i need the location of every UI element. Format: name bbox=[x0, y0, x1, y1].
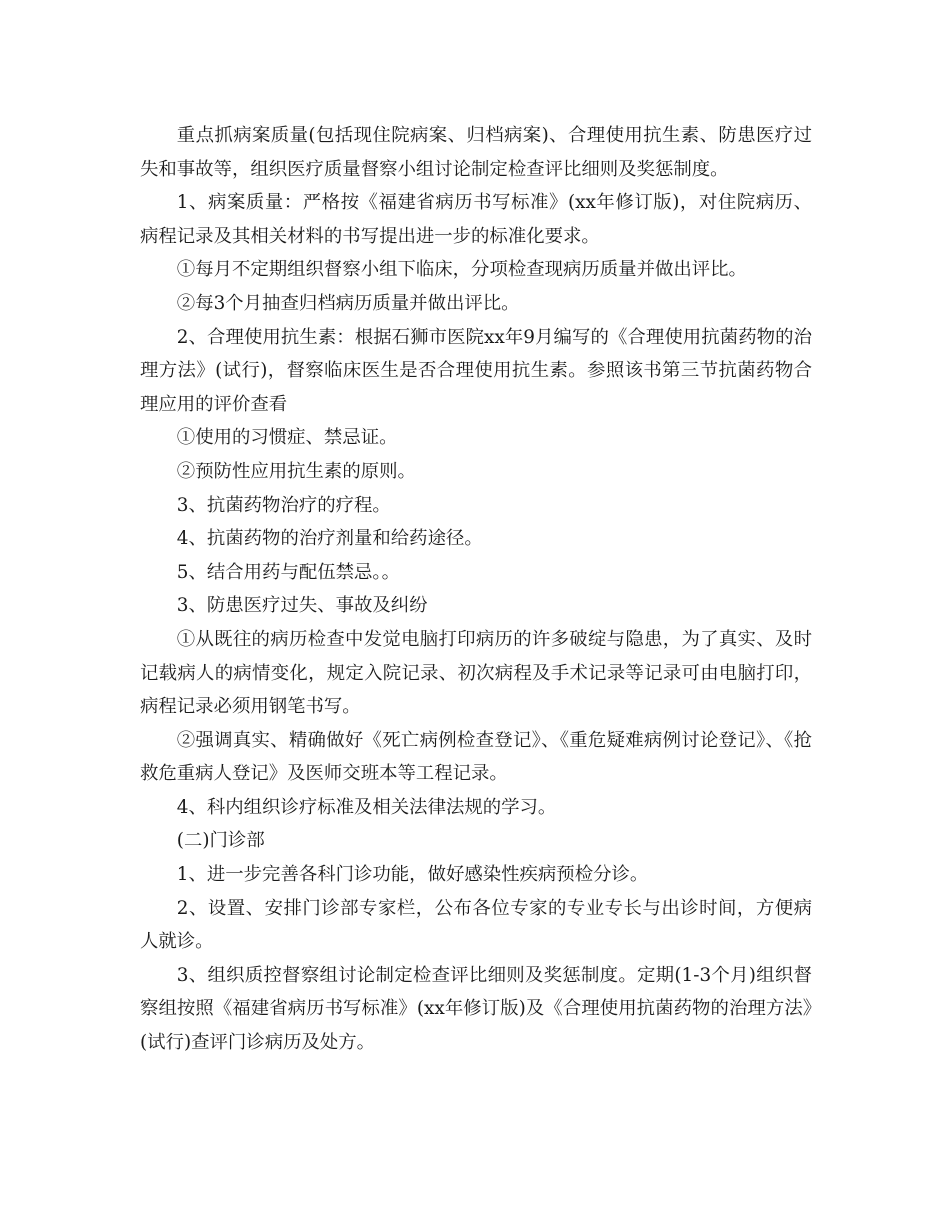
paragraph: 3、防患医疗过失、事故及纠纷 bbox=[176, 595, 428, 617]
paragraph: ②强调真实、精确做好《死亡病例检查登记》、《重危疑难病例讨论登记》、《抢救危重病人登记》及医师交班本等工程记录。 bbox=[140, 729, 812, 785]
paragraph: 3、抗菌药物治疗的疗程。 bbox=[176, 494, 391, 516]
paragraph: ②每3个月抽查归档病历质量并做出评比。 bbox=[176, 292, 520, 314]
paragraph: ①从既往的病历检查中发觉电脑打印病历的许多破绽与隐患，为了真实、及时记载病人的病情变化，规定入院记录、初次病程及手术记录等记录可由电脑打印，病程记录必须用钢笔书写。 bbox=[140, 628, 812, 718]
paragraph: 4、抗菌药物的治疗剂量和给药途径。 bbox=[176, 528, 483, 550]
paragraph: (二)门诊部 bbox=[176, 830, 265, 852]
paragraph: 3、组织质控督察组讨论制定检查评比细则及奖惩制度。定期(1-3个月)组织督察组按照《福建省病历书写标准》(xx年修订版)及《合理使用抗菌药物的治理方法》(试行)查评门诊病历及处方。 bbox=[140, 964, 812, 1054]
paragraph: 5、结合用药与配伍禁忌。。 bbox=[176, 561, 400, 583]
paragraph: 重点抓病案质量(包括现住院病案、归档病案)、合理使用抗生素、防患医疗过失和事故等，组织医疗质量督察小组讨论制定检查评比细则及奖惩制度。 bbox=[140, 125, 812, 180]
paragraph: 2、合理使用抗生素：根据石狮市医院xx年9月编写的《合理使用抗菌药物的治理方法》(试行)，督察临床医生是否合理使用抗生素。参照该书第三节抗菌药物合理应用的评价查看 bbox=[140, 326, 812, 415]
paragraph: 2、设置、安排门诊部专家栏，公布各位专家的专业专长与出诊时间，方便病人就诊。 bbox=[140, 897, 812, 953]
paragraph: ①每月不定期组织督察小组下临床，分项检查现病历质量并做出评比。 bbox=[176, 259, 747, 281]
paragraph: 4、科内组织诊疗标准及相关法律法规的学习。 bbox=[176, 796, 557, 818]
paragraph: ①使用的习惯症、禁忌证。 bbox=[176, 427, 398, 449]
document-body bbox=[140, 119, 812, 1060]
paragraph: ②预防性应用抗生素的原则。 bbox=[176, 460, 416, 482]
paragraph: 1、病案质量：严格按《福建省病历书写标准》(xx年修订版)，对住院病历、病程记录及其相关材料的书写提出进一步的标准化要求。 bbox=[140, 192, 812, 247]
paragraph: 1、进一步完善各科门诊功能，做好感染性疾病预检分诊。 bbox=[176, 864, 649, 886]
